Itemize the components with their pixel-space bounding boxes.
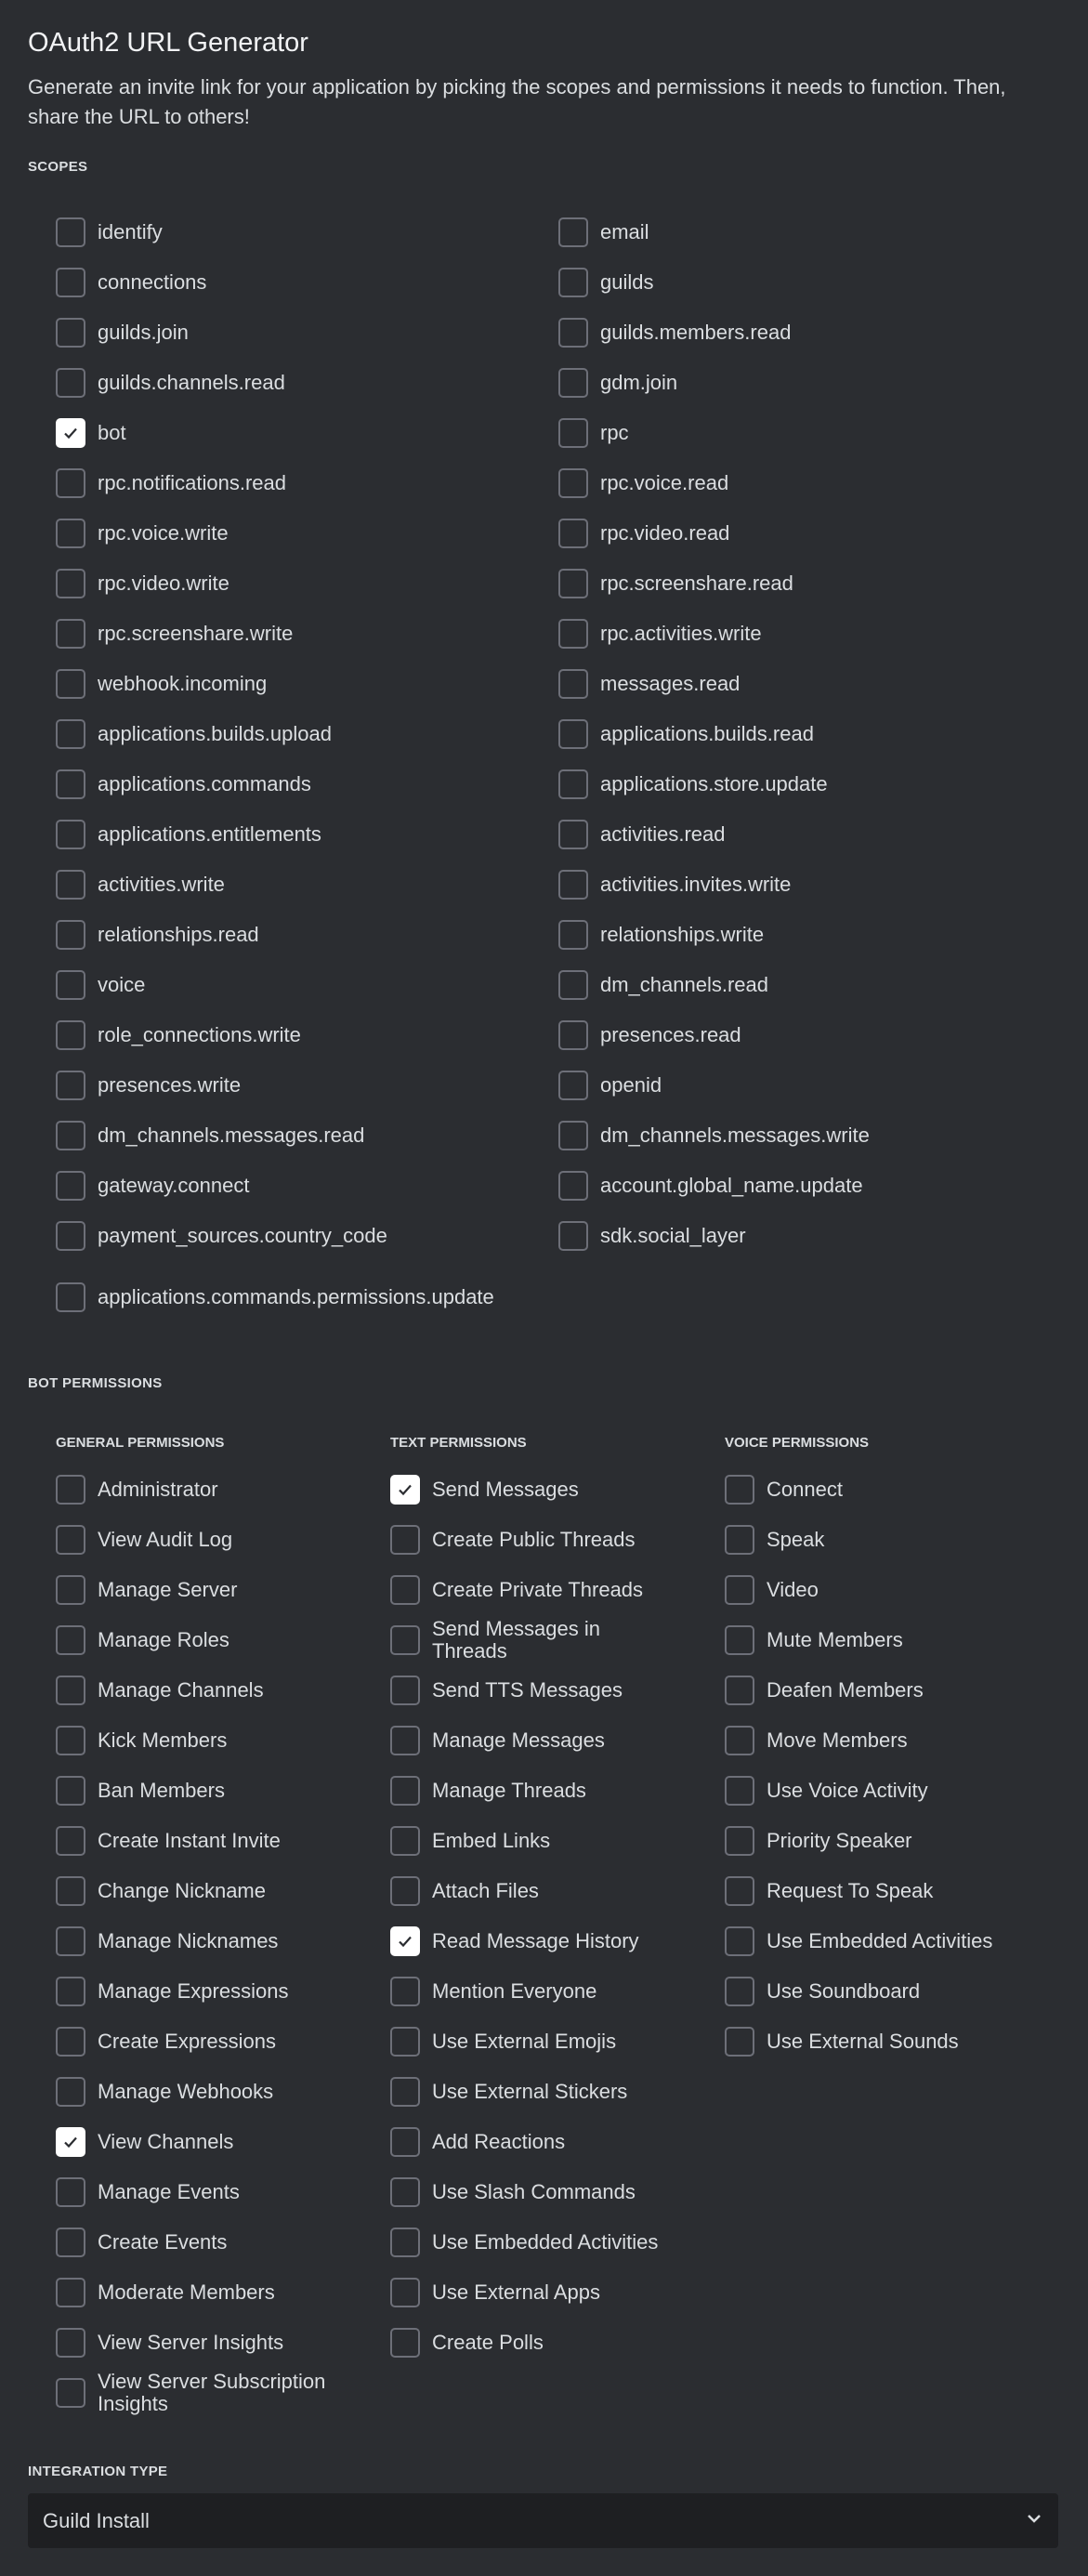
- checkbox[interactable]: [390, 2127, 420, 2157]
- checkbox[interactable]: [390, 2228, 420, 2257]
- checkbox[interactable]: [390, 2328, 420, 2358]
- checkbox-label: role_connections.write: [98, 1023, 301, 1046]
- permission-item[interactable]: [56, 1866, 390, 1916]
- scope-item[interactable]: [56, 567, 558, 600]
- checkbox[interactable]: [56, 318, 85, 348]
- checkbox[interactable]: [56, 519, 85, 548]
- checkbox-label: email: [600, 220, 649, 243]
- checkbox[interactable]: [56, 2027, 85, 2057]
- scope-item[interactable]: [558, 567, 1059, 600]
- checkbox[interactable]: [56, 1282, 85, 1312]
- checkbox[interactable]: [558, 1071, 588, 1100]
- checkbox[interactable]: [390, 1475, 420, 1505]
- checkbox[interactable]: [558, 468, 588, 498]
- checkbox[interactable]: [390, 1625, 420, 1655]
- scope-item[interactable]: [558, 366, 1059, 400]
- checkbox[interactable]: [558, 1171, 588, 1201]
- checkbox-label: Send Messages: [432, 1478, 579, 1501]
- checkbox[interactable]: [558, 619, 588, 649]
- checkbox-label: Administrator: [98, 1478, 218, 1501]
- checkbox-label: Manage Events: [98, 2180, 240, 2203]
- checkbox-label: Read Message History: [432, 1929, 639, 1952]
- bot-permissions-grid: [56, 1435, 1059, 2418]
- permission-item[interactable]: [56, 1515, 390, 1565]
- page-description: Generate an invite link for your application by picking the scopes and permissions it needs to function. Then, share the URL to others!: [28, 75, 1006, 128]
- permission-item[interactable]: [390, 2067, 725, 2117]
- checkbox-label: activities.read: [600, 822, 726, 846]
- scope-item[interactable]: [558, 1219, 1059, 1253]
- integration-type-select[interactable]: [28, 2493, 1058, 2548]
- permission-item[interactable]: [390, 2167, 725, 2217]
- checkbox-label: Send TTS Messages: [432, 1678, 623, 1702]
- checkbox-label: presences.write: [98, 1073, 242, 1097]
- permission-item[interactable]: [725, 1465, 1059, 1515]
- permission-item[interactable]: [725, 1515, 1059, 1565]
- scope-item[interactable]: [56, 316, 558, 349]
- permission-item[interactable]: [56, 1665, 390, 1715]
- checkbox[interactable]: [558, 970, 588, 1000]
- checkmark-icon: [396, 1480, 414, 1499]
- checkbox-label: Use Soundboard: [767, 1979, 921, 2003]
- scope-item[interactable]: [56, 918, 558, 952]
- checkbox[interactable]: [725, 1475, 754, 1505]
- checkbox[interactable]: [56, 2127, 85, 2157]
- checkbox-label: webhook.incoming: [98, 672, 268, 695]
- scope-item[interactable]: [558, 968, 1059, 1002]
- checkbox-label: Use External Stickers: [432, 2080, 628, 2103]
- checkbox-label: dm_channels.messages.write: [600, 1124, 870, 1147]
- scope-item[interactable]: [558, 316, 1059, 349]
- permission-item[interactable]: [390, 1615, 725, 1665]
- checkbox-label: messages.read: [600, 672, 741, 695]
- checkbox[interactable]: [56, 1171, 85, 1201]
- checkbox[interactable]: [725, 1625, 754, 1655]
- checkbox[interactable]: [558, 569, 588, 598]
- permission-item[interactable]: [56, 2117, 390, 2167]
- scope-item[interactable]: [56, 416, 558, 450]
- scope-item[interactable]: [56, 667, 558, 701]
- scope-item[interactable]: [56, 968, 558, 1002]
- scope-item[interactable]: [558, 818, 1059, 851]
- checkbox[interactable]: [56, 619, 85, 649]
- checkbox-label: Use External Emojis: [432, 2030, 617, 2053]
- checkbox-label: rpc.activities.write: [600, 622, 762, 645]
- page-title: OAuth2 URL Generator: [28, 28, 308, 58]
- permission-item[interactable]: [390, 1866, 725, 1916]
- permission-item[interactable]: [56, 1916, 390, 1966]
- chevron-down-icon: [1025, 2509, 1043, 2533]
- checkbox[interactable]: [56, 669, 85, 699]
- checkbox-label: guilds.members.read: [600, 321, 792, 344]
- checkbox[interactable]: [725, 2027, 754, 2057]
- checkbox[interactable]: [558, 217, 588, 247]
- checkbox-label: Request To Speak: [767, 1879, 934, 1902]
- scope-item[interactable]: [56, 1281, 1059, 1314]
- checkbox-label: rpc: [600, 421, 629, 444]
- scope-item[interactable]: [56, 1219, 558, 1253]
- checkbox-label: relationships.read: [98, 923, 259, 946]
- checkbox-label: Manage Expressions: [98, 1979, 289, 2003]
- scope-item[interactable]: [56, 467, 558, 500]
- checkbox[interactable]: [56, 1876, 85, 1906]
- checkbox-label: Create Events: [98, 2230, 228, 2254]
- permission-item[interactable]: [56, 1465, 390, 1515]
- permission-item[interactable]: [390, 1565, 725, 1615]
- scope-item[interactable]: [56, 818, 558, 851]
- permission-item[interactable]: [390, 2318, 725, 2368]
- checkbox[interactable]: [558, 820, 588, 849]
- checkbox-label: Send Messages in Threads: [432, 1617, 600, 1663]
- checkbox-label: Manage Webhooks: [98, 2080, 274, 2103]
- scope-item[interactable]: [558, 918, 1059, 952]
- checkbox[interactable]: [56, 2228, 85, 2257]
- checkbox[interactable]: [56, 1625, 85, 1655]
- checkbox-label: View Server Insights: [98, 2331, 284, 2354]
- scope-item[interactable]: [558, 1019, 1059, 1052]
- integration-type-value: Guild Install: [43, 2508, 150, 2532]
- permission-item[interactable]: [56, 1615, 390, 1665]
- checkmark-icon: [396, 1932, 414, 1951]
- checkbox-label: Manage Messages: [432, 1728, 605, 1752]
- checkbox-label: Speak: [767, 1528, 825, 1551]
- checkbox[interactable]: [390, 1575, 420, 1605]
- checkbox-label: rpc.video.read: [600, 521, 730, 545]
- permission-item[interactable]: [390, 1665, 725, 1715]
- scope-item[interactable]: [558, 467, 1059, 500]
- checkbox-label: Move Members: [767, 1728, 908, 1752]
- checkmark-icon: [61, 424, 80, 442]
- checkbox[interactable]: [56, 1221, 85, 1251]
- checkbox-label: Embed Links: [432, 1829, 551, 1852]
- checkbox-label: Manage Channels: [98, 1678, 264, 1702]
- checkbox-label: connections: [98, 270, 207, 294]
- scope-item[interactable]: [558, 517, 1059, 550]
- checkbox[interactable]: [558, 1020, 588, 1050]
- checkbox[interactable]: [56, 2378, 85, 2408]
- permission-item[interactable]: [390, 1766, 725, 1816]
- permission-item[interactable]: [390, 1465, 725, 1515]
- checkbox-label: activities.invites.write: [600, 873, 792, 896]
- checkbox[interactable]: [725, 1575, 754, 1605]
- integration-type-heading: INTEGRATION TYPE: [28, 2464, 168, 2479]
- checkbox[interactable]: [56, 368, 85, 398]
- permission-item[interactable]: [390, 1715, 725, 1766]
- checkbox[interactable]: [558, 1121, 588, 1150]
- checkbox-label: Create Polls: [432, 2331, 544, 2354]
- checkbox[interactable]: [725, 1776, 754, 1806]
- scope-item[interactable]: [56, 617, 558, 651]
- checkbox[interactable]: [390, 2177, 420, 2207]
- checkbox-label: Manage Threads: [432, 1779, 586, 1802]
- permission-item[interactable]: [56, 2267, 390, 2318]
- scope-item[interactable]: [56, 216, 558, 249]
- scope-item[interactable]: [558, 1169, 1059, 1203]
- checkbox[interactable]: [56, 1826, 85, 1856]
- checkbox-label: rpc.voice.write: [98, 521, 229, 545]
- scope-item[interactable]: [56, 717, 558, 751]
- checkbox[interactable]: [56, 1020, 85, 1050]
- checkbox-label: View Channels: [98, 2130, 234, 2153]
- permission-column: [390, 1435, 725, 2418]
- checkbox[interactable]: [725, 1876, 754, 1906]
- scope-item[interactable]: [56, 1069, 558, 1102]
- permission-item[interactable]: [390, 1966, 725, 2017]
- checkbox-label: guilds.join: [98, 321, 189, 344]
- checkbox[interactable]: [56, 1676, 85, 1705]
- checkbox-label: Create Instant Invite: [98, 1829, 281, 1852]
- checkbox-label: dm_channels.read: [600, 973, 769, 996]
- checkbox[interactable]: [56, 1776, 85, 1806]
- checkbox-label: applications.commands: [98, 772, 311, 795]
- permission-column-title: VOICE PERMISSIONS: [725, 1435, 870, 1451]
- checkbox[interactable]: [56, 217, 85, 247]
- checkbox[interactable]: [56, 1525, 85, 1555]
- checkbox-label: Use Slash Commands: [432, 2180, 636, 2203]
- checkbox[interactable]: [56, 820, 85, 849]
- checkbox-label: rpc.screenshare.write: [98, 622, 294, 645]
- checkbox[interactable]: [56, 418, 85, 448]
- checkbox[interactable]: [56, 1121, 85, 1150]
- checkbox[interactable]: [56, 569, 85, 598]
- permission-item[interactable]: [725, 1665, 1059, 1715]
- scope-item[interactable]: [558, 266, 1059, 299]
- scopes-list: [56, 216, 1059, 1320]
- permission-item[interactable]: [390, 2267, 725, 2318]
- permission-item[interactable]: [56, 1816, 390, 1866]
- checkbox[interactable]: [558, 769, 588, 799]
- checkbox-label: identify: [98, 220, 163, 243]
- permission-item[interactable]: [56, 2318, 390, 2368]
- checkbox-label: applications.builds.upload: [98, 722, 332, 745]
- permission-column-title: GENERAL PERMISSIONS: [56, 1435, 225, 1451]
- permission-item[interactable]: [725, 1866, 1059, 1916]
- scope-item[interactable]: [558, 416, 1059, 450]
- permission-item[interactable]: [56, 1766, 390, 1816]
- checkbox[interactable]: [725, 1676, 754, 1705]
- checkbox[interactable]: [56, 1575, 85, 1605]
- scopes-heading: SCOPES: [28, 159, 88, 175]
- checkbox[interactable]: [56, 2177, 85, 2207]
- checkbox-label: applications.entitlements: [98, 822, 321, 846]
- checkbox[interactable]: [558, 519, 588, 548]
- checkbox-label: Connect: [767, 1478, 843, 1501]
- permission-item[interactable]: [725, 1615, 1059, 1665]
- scope-item[interactable]: [558, 617, 1059, 651]
- checkbox-label: Use External Apps: [432, 2280, 600, 2304]
- checkbox[interactable]: [390, 1726, 420, 1755]
- scope-item[interactable]: [558, 717, 1059, 751]
- permission-column-title: TEXT PERMISSIONS: [390, 1435, 527, 1451]
- permission-column: [725, 1435, 1059, 2418]
- scope-item[interactable]: [558, 1119, 1059, 1152]
- checkbox-label: Manage Roles: [98, 1628, 229, 1651]
- scope-item[interactable]: [558, 768, 1059, 801]
- checkbox[interactable]: [725, 1525, 754, 1555]
- checkbox[interactable]: [725, 1726, 754, 1755]
- checkbox-label: activities.write: [98, 873, 225, 896]
- checkbox[interactable]: [558, 318, 588, 348]
- checkbox[interactable]: [56, 2328, 85, 2358]
- checkbox[interactable]: [390, 2278, 420, 2307]
- checkbox[interactable]: [56, 268, 85, 297]
- checkbox-label: Moderate Members: [98, 2280, 275, 2304]
- scope-item[interactable]: [56, 366, 558, 400]
- checkbox-label: sdk.social_layer: [600, 1224, 746, 1247]
- permission-item[interactable]: [56, 1715, 390, 1766]
- checkbox[interactable]: [56, 1926, 85, 1956]
- checkbox-label: Create Public Threads: [432, 1528, 636, 1551]
- checkbox[interactable]: [390, 1525, 420, 1555]
- permission-item[interactable]: [56, 2017, 390, 2067]
- checkbox-label: rpc.screenshare.read: [600, 572, 793, 595]
- checkbox-label: Add Reactions: [432, 2130, 566, 2153]
- scope-item[interactable]: [558, 667, 1059, 701]
- checkbox-label: Attach Files: [432, 1879, 539, 1902]
- checkbox-label: applications.store.update: [600, 772, 828, 795]
- checkbox-label: Priority Speaker: [767, 1829, 912, 1852]
- scope-item[interactable]: [56, 1019, 558, 1052]
- checkbox-label: Ban Members: [98, 1779, 225, 1802]
- checkbox[interactable]: [558, 870, 588, 900]
- checkbox[interactable]: [56, 2278, 85, 2307]
- permission-item[interactable]: [725, 1715, 1059, 1766]
- scope-item[interactable]: [558, 868, 1059, 901]
- permission-item[interactable]: [390, 2017, 725, 2067]
- checkbox[interactable]: [558, 920, 588, 950]
- checkbox[interactable]: [390, 2027, 420, 2057]
- permission-item[interactable]: [725, 1766, 1059, 1816]
- checkbox[interactable]: [56, 1726, 85, 1755]
- checkbox[interactable]: [390, 1926, 420, 1956]
- checkbox-label: guilds: [600, 270, 654, 294]
- checkbox[interactable]: [56, 468, 85, 498]
- checkbox-label: bot: [98, 421, 126, 444]
- checkbox-label: Mention Everyone: [432, 1979, 597, 2003]
- checkbox-label: gateway.connect: [98, 1174, 250, 1197]
- permission-item[interactable]: [725, 1916, 1059, 1966]
- checkbox[interactable]: [390, 1876, 420, 1906]
- permission-item[interactable]: [390, 1816, 725, 1866]
- checkbox-label: rpc.video.write: [98, 572, 229, 595]
- checkbox[interactable]: [558, 268, 588, 297]
- permission-item[interactable]: [390, 2117, 725, 2167]
- checkbox[interactable]: [56, 970, 85, 1000]
- permission-item[interactable]: [56, 2167, 390, 2217]
- checkbox-label: voice: [98, 973, 146, 996]
- checkbox-label: rpc.notifications.read: [98, 471, 286, 494]
- checkbox-label: openid: [600, 1073, 662, 1097]
- checkmark-icon: [61, 2133, 80, 2151]
- checkbox[interactable]: [390, 1977, 420, 2006]
- checkbox-label: applications.commands.permissions.update: [98, 1285, 494, 1308]
- checkbox-label: Manage Server: [98, 1578, 238, 1601]
- permission-item[interactable]: [725, 1565, 1059, 1615]
- permission-item[interactable]: [56, 2067, 390, 2117]
- checkbox[interactable]: [725, 1826, 754, 1856]
- checkbox[interactable]: [390, 1776, 420, 1806]
- checkbox[interactable]: [725, 1977, 754, 2006]
- bot-permissions-heading: BOT PERMISSIONS: [28, 1375, 163, 1391]
- checkbox-label: Use Voice Activity: [767, 1779, 928, 1802]
- scope-item[interactable]: [56, 868, 558, 901]
- checkbox-label: applications.builds.read: [600, 722, 814, 745]
- checkbox-label: View Server Subscription Insights: [98, 2370, 326, 2415]
- checkbox[interactable]: [390, 1676, 420, 1705]
- permission-item[interactable]: [56, 2368, 390, 2418]
- checkbox-label: dm_channels.messages.read: [98, 1124, 365, 1147]
- checkbox-label: Mute Members: [767, 1628, 903, 1651]
- permission-item[interactable]: [390, 1916, 725, 1966]
- permission-item[interactable]: [56, 2217, 390, 2267]
- permission-item[interactable]: [56, 1565, 390, 1615]
- permission-item[interactable]: [390, 1515, 725, 1565]
- checkbox[interactable]: [56, 1071, 85, 1100]
- checkbox[interactable]: [390, 1826, 420, 1856]
- checkbox[interactable]: [390, 2077, 420, 2107]
- scope-item[interactable]: [56, 1119, 558, 1152]
- checkbox-label: Create Expressions: [98, 2030, 276, 2053]
- checkbox-label: Video: [767, 1578, 819, 1601]
- checkbox[interactable]: [558, 418, 588, 448]
- checkbox[interactable]: [56, 920, 85, 950]
- checkbox-label: relationships.write: [600, 923, 765, 946]
- checkbox[interactable]: [725, 1926, 754, 1956]
- checkbox-label: Kick Members: [98, 1728, 228, 1752]
- checkbox-label: Use External Sounds: [767, 2030, 959, 2053]
- checkbox[interactable]: [56, 1977, 85, 2006]
- checkbox[interactable]: [56, 2077, 85, 2107]
- checkbox[interactable]: [558, 1221, 588, 1251]
- checkbox-label: gdm.join: [600, 371, 678, 394]
- checkbox-label: Create Private Threads: [432, 1578, 644, 1601]
- scope-item[interactable]: [56, 768, 558, 801]
- permission-item[interactable]: [390, 2217, 725, 2267]
- checkbox-label: Deafen Members: [767, 1678, 924, 1702]
- checkbox[interactable]: [56, 1475, 85, 1505]
- permission-item[interactable]: [725, 2017, 1059, 2067]
- checkbox[interactable]: [56, 870, 85, 900]
- checkbox-label: presences.read: [600, 1023, 741, 1046]
- checkbox[interactable]: [558, 368, 588, 398]
- checkbox[interactable]: [558, 669, 588, 699]
- permission-item[interactable]: [725, 1966, 1059, 2017]
- checkbox-label: guilds.channels.read: [98, 371, 285, 394]
- scope-item[interactable]: [56, 1169, 558, 1203]
- checkbox-label: Use Embedded Activities: [767, 1929, 993, 1952]
- permission-item[interactable]: [56, 1966, 390, 2017]
- scope-item[interactable]: [56, 517, 558, 550]
- checkbox-label: View Audit Log: [98, 1528, 233, 1551]
- scope-item[interactable]: [558, 216, 1059, 249]
- scope-item[interactable]: [558, 1069, 1059, 1102]
- checkbox[interactable]: [558, 719, 588, 749]
- scope-item[interactable]: [56, 266, 558, 299]
- checkbox-label: account.global_name.update: [600, 1174, 863, 1197]
- permission-item[interactable]: [725, 1816, 1059, 1866]
- checkbox-label: rpc.voice.read: [600, 471, 729, 494]
- checkbox-label: Change Nickname: [98, 1879, 266, 1902]
- checkbox-label: Manage Nicknames: [98, 1929, 279, 1952]
- checkbox-label: Use Embedded Activities: [432, 2230, 659, 2254]
- checkbox-label: payment_sources.country_code: [98, 1224, 387, 1247]
- checkbox[interactable]: [56, 719, 85, 749]
- checkbox[interactable]: [56, 769, 85, 799]
- permission-column: [56, 1435, 390, 2418]
